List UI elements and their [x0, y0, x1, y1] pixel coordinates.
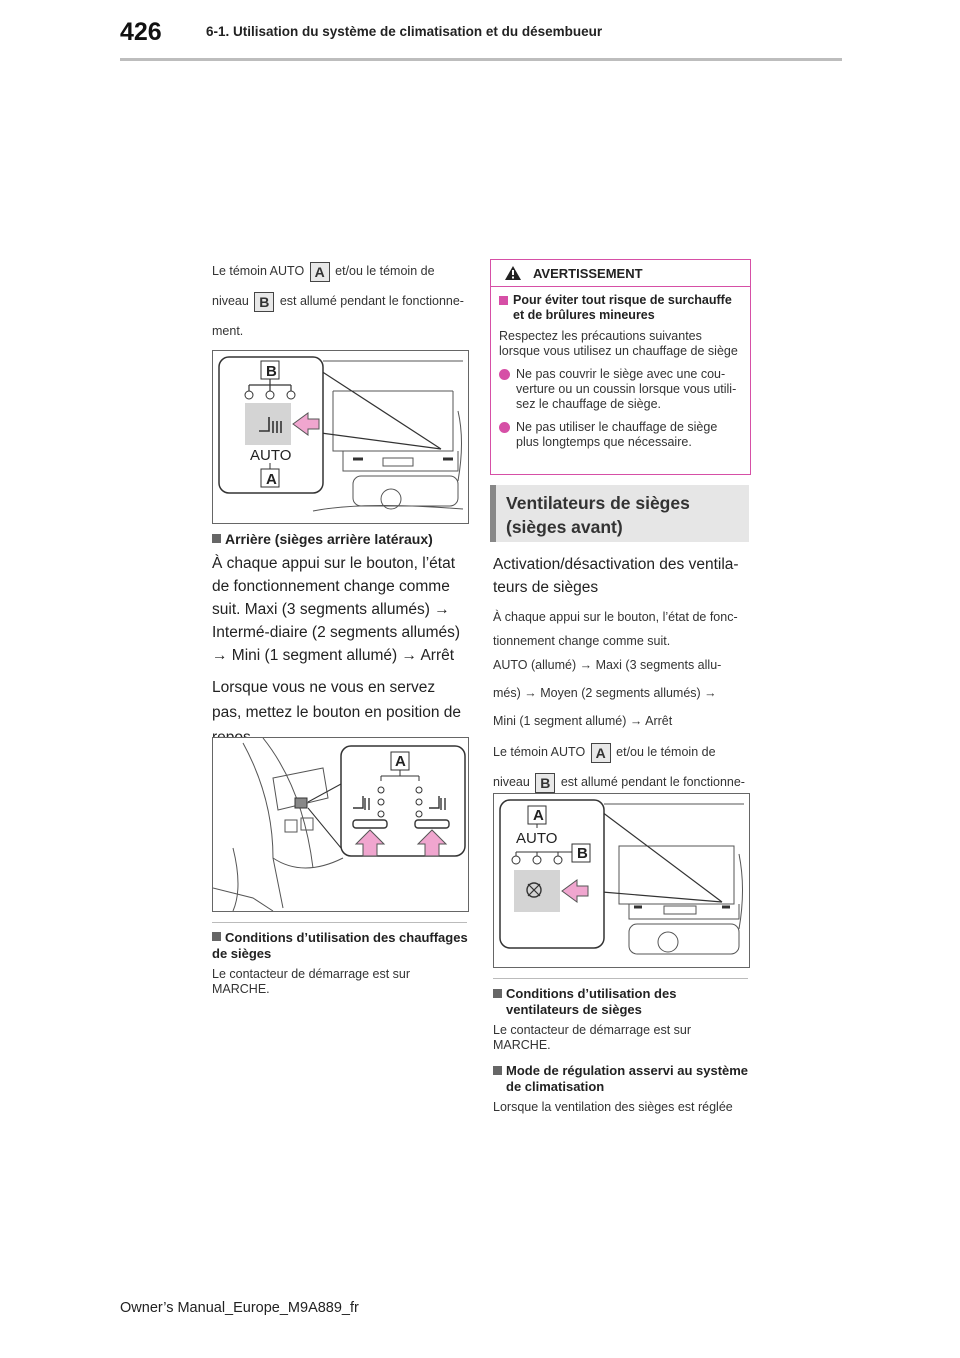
rear-para1: À chaque appui sur le bouton, l’état de fonctionnement change comme suit. Maxi (3 segments allumés) → Intermé-diaire (2 segments allumés) → Mini (1 segment allumé) → Arrêt [212, 555, 461, 664]
vent-section-title: Ventilateurs de sièges (sièges avant) [490, 485, 749, 542]
fig3-label-a: A [533, 807, 544, 824]
vent-indicator-text: Le témoin AUTO A et/ou le témoin de niveau B est allumé pendant le fonctionne- [493, 744, 745, 791]
warning-bullet-2: Ne pas utiliser le chauffage de siège plus longtemps que nécessaire. [499, 420, 742, 450]
fig1-label-a: A [266, 471, 277, 488]
mode-heading: Mode de régulation asservi au système de climatisation [493, 1063, 751, 1095]
square-bullet-icon [493, 1066, 502, 1075]
left-conditions [212, 930, 470, 997]
warning-body [491, 287, 750, 456]
label-b-box: B [535, 773, 555, 793]
fig3-label-b: B [577, 845, 588, 862]
vent-steps: À chaque appui sur le bouton, l’état de fonc- tionnement change comme suit. AUTO (allumé) → Maxi (3 segments allu- més) → Moyen (2 segments allumés) → Mini (1 segment allumé) → Arrêt [493, 610, 738, 728]
fig3-auto-label: AUTO [516, 830, 558, 847]
mode-text: Lorsque la ventilation des sièges est réglée [493, 1100, 733, 1114]
pink-dot-icon [499, 422, 510, 433]
cond-heading: Conditions d’utilisation des chauffages de sièges [212, 930, 468, 961]
warning-bullet-1: Ne pas couvrir le siège avec une cou-verture ou un coussin lorsque vous utili-sez le chauffage de siège. [499, 367, 742, 412]
square-bullet-icon [212, 932, 221, 941]
right-conditions [493, 986, 751, 1115]
rear-heading: Arrière (sièges arrière latéraux) [212, 530, 470, 548]
cond-text: Le contacteur de démarrage est sur MARCHE. [212, 967, 411, 996]
left-intro: Le témoin AUTO A et/ou le témoin de niveau B est allumé pendant le fonctionne- ment. [212, 263, 464, 338]
warning-box [490, 259, 751, 475]
vent-intro [493, 553, 751, 827]
seat-ventilation-illustration [493, 793, 750, 968]
fig1-label-b: B [266, 363, 277, 380]
page-number: 426 [120, 18, 162, 46]
warning-header: AVERTISSEMENT [491, 260, 750, 287]
divider [493, 978, 748, 979]
square-bullet-icon [212, 534, 221, 543]
label-b-box: B [254, 292, 274, 312]
vent-cond-text: Le contacteur de démarrage est sur MARCHE. [493, 1023, 692, 1052]
divider [212, 922, 467, 923]
warning-heading: Pour éviter tout risque de surchauffe et de brûlures mineures [499, 293, 742, 323]
warning-intro: Respectez les précautions suivantes lorsque vous utilisez un chauffage de siège [499, 329, 738, 358]
label-a-box: A [591, 743, 611, 763]
header-rule [120, 58, 842, 61]
rear-seat-heater-illustration [212, 737, 469, 912]
square-bullet-icon [493, 989, 502, 998]
fig2-label-a: A [395, 753, 406, 770]
pink-dot-icon [499, 369, 510, 380]
rear-para2: Lorsque vous ne vous en servez pas, mettez le bouton en position de [212, 679, 462, 721]
footer-manual-id: Owner’s Manual_Europe_M9A889_fr [120, 1300, 359, 1316]
front-seat-heater-illustration [212, 350, 469, 524]
vent-sub: Activation/désactivation des ventila-teurs de sièges [493, 556, 739, 596]
section-title: 6-1. Utilisation du système de climatisation et du désembueur [206, 24, 603, 39]
vent-cond-heading: Conditions d’utilisation des ventilateurs de sièges [493, 986, 751, 1018]
label-a-box: A [310, 262, 330, 282]
pink-square-icon [499, 296, 508, 305]
fig1-auto-label: AUTO [250, 447, 292, 464]
warning-triangle-icon [505, 266, 521, 280]
